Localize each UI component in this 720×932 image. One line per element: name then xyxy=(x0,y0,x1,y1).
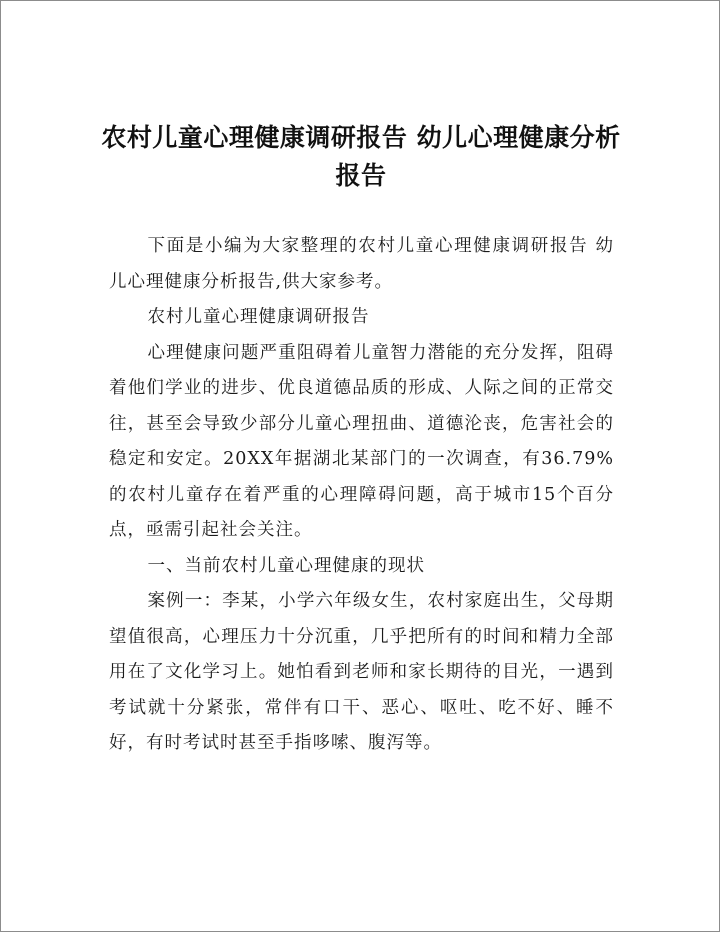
intro-paragraph: 下面是小编为大家整理的农村儿童心理健康调研报告 幼儿心理健康分析报告,供大家参考。 xyxy=(109,236,614,292)
body-paragraph: 心理健康问题严重阻碍着儿童智力潜能的充分发挥，阻碍着他们学业的进步、优良道德品质的形成、人际之间的正常交往，甚至会导致少部分儿童心理扭曲、道德沦丧，危害社会的稳定和安定。20XX年据湖北某部门的一次调查，有36.79%的农村儿童存在着严重的心理障碍问题，高于城市15个百分点，亟需引起社会关注。 xyxy=(109,342,614,540)
report-heading: 农村儿童心理健康调研报告 xyxy=(147,307,370,327)
document-title: 农村儿童心理健康调研报告 幼儿心理健康分析报告 xyxy=(101,123,621,190)
document-body xyxy=(109,229,614,762)
case-paragraph: 案例一：李某，小学六年级女生，农村家庭出生，父母期望值很高，心理压力十分沉重，几乎把所有的时间和精力全部用在了文化学习上。她怕看到老师和家长期待的目光，一遇到考试就十分紧张，常伴有口干、恶心、呕吐、吃不好、睡不好，有时考试时甚至手指哆嗦、腹泻等。 xyxy=(109,591,614,753)
section-heading: 一、当前农村儿童心理健康的现状 xyxy=(147,555,425,576)
